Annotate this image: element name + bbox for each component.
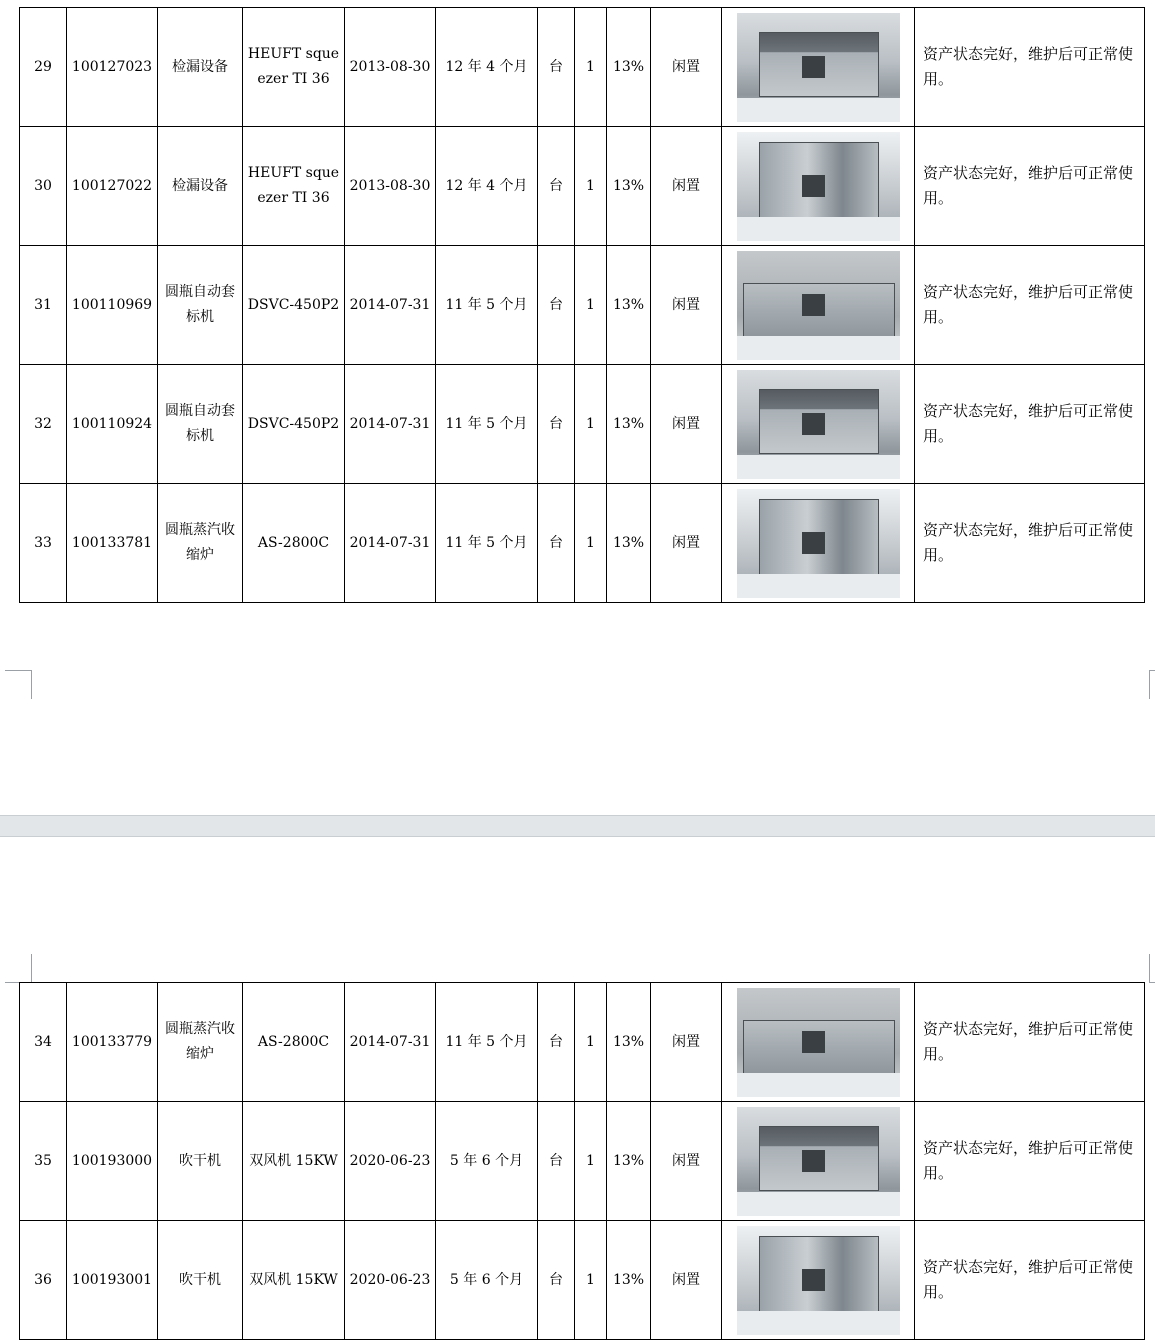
equipment-photo bbox=[737, 489, 900, 598]
asset-code-cell: 100110924 bbox=[67, 365, 158, 484]
asset-name-cell: 圆瓶自动套标机 bbox=[158, 365, 243, 484]
asset-table-page-1 bbox=[19, 7, 1145, 603]
asset-code-cell: 100110969 bbox=[67, 246, 158, 365]
equipment-photo bbox=[737, 13, 900, 122]
table-row bbox=[20, 1102, 1145, 1221]
status-cell: 闲置 bbox=[651, 127, 722, 246]
rate-cell: 13% bbox=[607, 1102, 651, 1221]
condition-note-cell: 资产状态完好，维护后可正常使用。 bbox=[915, 127, 1145, 246]
rate-cell: 13% bbox=[607, 246, 651, 365]
condition-note-cell: 资产状态完好，维护后可正常使用。 bbox=[915, 1102, 1145, 1221]
equipment-photo bbox=[737, 370, 900, 479]
asset-code-cell: 100193000 bbox=[67, 1102, 158, 1221]
model-cell: 双风机 15KW bbox=[243, 1102, 345, 1221]
date-cell: 2013-08-30 bbox=[345, 127, 436, 246]
table-row bbox=[20, 246, 1145, 365]
service-age-cell: 5 年 6 个月 bbox=[436, 1102, 538, 1221]
photo-cell bbox=[722, 246, 915, 365]
table-row bbox=[20, 8, 1145, 127]
date-cell: 2020-06-23 bbox=[345, 1102, 436, 1221]
page-separator bbox=[0, 815, 1155, 837]
service-age-cell: 11 年 5 个月 bbox=[436, 484, 538, 603]
unit-cell: 台 bbox=[538, 8, 575, 127]
model-cell: DSVC-450P2 bbox=[243, 246, 345, 365]
date-cell: 2014-07-31 bbox=[345, 983, 436, 1102]
status-cell: 闲置 bbox=[651, 1102, 722, 1221]
asset-code-cell: 100127022 bbox=[67, 127, 158, 246]
photo-cell bbox=[722, 365, 915, 484]
table-row bbox=[20, 127, 1145, 246]
rate-cell: 13% bbox=[607, 484, 651, 603]
table-row bbox=[20, 983, 1145, 1102]
table-row bbox=[20, 365, 1145, 484]
asset-name-cell: 吹干机 bbox=[158, 1102, 243, 1221]
unit-cell: 台 bbox=[538, 127, 575, 246]
model-cell: AS-2800C bbox=[243, 484, 345, 603]
equipment-photo bbox=[737, 1107, 900, 1216]
photo-cell bbox=[722, 1221, 915, 1340]
equipment-photo bbox=[737, 1226, 900, 1335]
condition-note-cell: 资产状态完好，维护后可正常使用。 bbox=[915, 8, 1145, 127]
asset-code-cell: 100133781 bbox=[67, 484, 158, 603]
date-cell: 2014-07-31 bbox=[345, 365, 436, 484]
row-number-cell: 35 bbox=[20, 1102, 67, 1221]
unit-cell: 台 bbox=[538, 365, 575, 484]
equipment-photo bbox=[737, 251, 900, 360]
photo-cell bbox=[722, 983, 915, 1102]
document-page-2 bbox=[0, 837, 1155, 1311]
status-cell: 闲置 bbox=[651, 8, 722, 127]
unit-cell: 台 bbox=[538, 246, 575, 365]
status-cell: 闲置 bbox=[651, 365, 722, 484]
page-corner-mark bbox=[5, 954, 32, 983]
quantity-cell: 1 bbox=[575, 1102, 607, 1221]
unit-cell: 台 bbox=[538, 1221, 575, 1340]
model-cell: AS-2800C bbox=[243, 983, 345, 1102]
photo-cell bbox=[722, 8, 915, 127]
photo-cell bbox=[722, 1102, 915, 1221]
quantity-cell: 1 bbox=[575, 365, 607, 484]
row-number-cell: 31 bbox=[20, 246, 67, 365]
service-age-cell: 12 年 4 个月 bbox=[436, 127, 538, 246]
row-number-cell: 33 bbox=[20, 484, 67, 603]
rate-cell: 13% bbox=[607, 8, 651, 127]
photo-cell bbox=[722, 484, 915, 603]
status-cell: 闲置 bbox=[651, 246, 722, 365]
date-cell: 2013-08-30 bbox=[345, 8, 436, 127]
service-age-cell: 11 年 5 个月 bbox=[436, 983, 538, 1102]
status-cell: 闲置 bbox=[651, 983, 722, 1102]
unit-cell: 台 bbox=[538, 983, 575, 1102]
rate-cell: 13% bbox=[607, 983, 651, 1102]
quantity-cell: 1 bbox=[575, 8, 607, 127]
rate-cell: 13% bbox=[607, 1221, 651, 1340]
quantity-cell: 1 bbox=[575, 983, 607, 1102]
service-age-cell: 12 年 4 个月 bbox=[436, 8, 538, 127]
asset-code-cell: 100193001 bbox=[67, 1221, 158, 1340]
service-age-cell: 11 年 5 个月 bbox=[436, 246, 538, 365]
photo-cell bbox=[722, 127, 915, 246]
service-age-cell: 5 年 6 个月 bbox=[436, 1221, 538, 1340]
asset-name-cell: 圆瓶蒸汽收缩炉 bbox=[158, 983, 243, 1102]
asset-name-cell: 吹干机 bbox=[158, 1221, 243, 1340]
asset-table-page-2 bbox=[19, 982, 1145, 1340]
rate-cell: 13% bbox=[607, 127, 651, 246]
condition-note-cell: 资产状态完好，维护后可正常使用。 bbox=[915, 484, 1145, 603]
model-cell: DSVC-450P2 bbox=[243, 365, 345, 484]
page-corner-mark bbox=[1149, 670, 1155, 699]
row-number-cell: 36 bbox=[20, 1221, 67, 1340]
rate-cell: 13% bbox=[607, 365, 651, 484]
condition-note-cell: 资产状态完好，维护后可正常使用。 bbox=[915, 983, 1145, 1102]
quantity-cell: 1 bbox=[575, 127, 607, 246]
date-cell: 2020-06-23 bbox=[345, 1221, 436, 1340]
asset-code-cell: 100127023 bbox=[67, 8, 158, 127]
table-row bbox=[20, 1221, 1145, 1340]
page-corner-mark bbox=[5, 670, 32, 699]
condition-note-cell: 资产状态完好，维护后可正常使用。 bbox=[915, 1221, 1145, 1340]
quantity-cell: 1 bbox=[575, 246, 607, 365]
date-cell: 2014-07-31 bbox=[345, 246, 436, 365]
model-cell: 双风机 15KW bbox=[243, 1221, 345, 1340]
date-cell: 2014-07-31 bbox=[345, 484, 436, 603]
asset-code-cell: 100133779 bbox=[67, 983, 158, 1102]
model-cell: HEUFT squeezer TI 36 bbox=[243, 127, 345, 246]
quantity-cell: 1 bbox=[575, 1221, 607, 1340]
unit-cell: 台 bbox=[538, 1102, 575, 1221]
asset-name-cell: 检漏设备 bbox=[158, 127, 243, 246]
condition-note-cell: 资产状态完好，维护后可正常使用。 bbox=[915, 246, 1145, 365]
table-row bbox=[20, 484, 1145, 603]
quantity-cell: 1 bbox=[575, 484, 607, 603]
row-number-cell: 30 bbox=[20, 127, 67, 246]
service-age-cell: 11 年 5 个月 bbox=[436, 365, 538, 484]
condition-note-cell: 资产状态完好，维护后可正常使用。 bbox=[915, 365, 1145, 484]
row-number-cell: 29 bbox=[20, 8, 67, 127]
row-number-cell: 34 bbox=[20, 983, 67, 1102]
page-corner-mark bbox=[1149, 954, 1155, 983]
status-cell: 闲置 bbox=[651, 1221, 722, 1340]
equipment-photo bbox=[737, 132, 900, 241]
row-number-cell: 32 bbox=[20, 365, 67, 484]
equipment-photo bbox=[737, 988, 900, 1097]
asset-name-cell: 检漏设备 bbox=[158, 8, 243, 127]
status-cell: 闲置 bbox=[651, 484, 722, 603]
unit-cell: 台 bbox=[538, 484, 575, 603]
model-cell: HEUFT squeezer TI 36 bbox=[243, 8, 345, 127]
asset-name-cell: 圆瓶自动套标机 bbox=[158, 246, 243, 365]
asset-name-cell: 圆瓶蒸汽收缩炉 bbox=[158, 484, 243, 603]
